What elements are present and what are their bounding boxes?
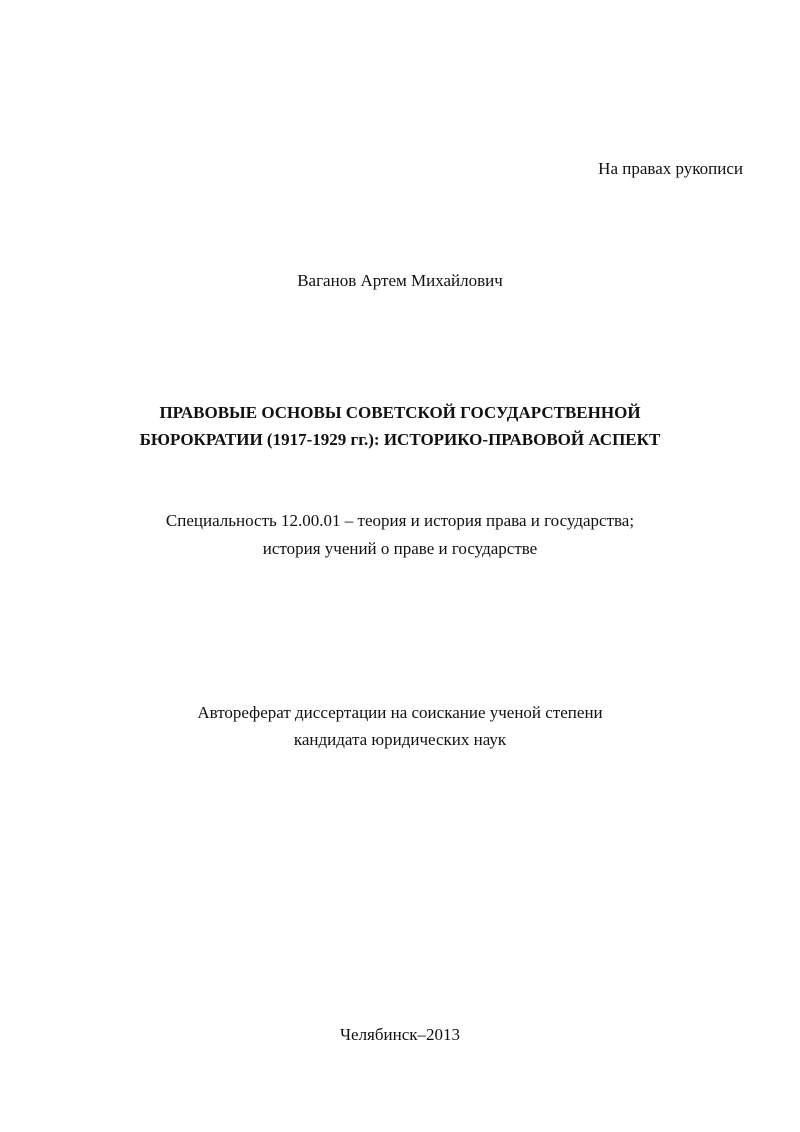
author-name: Ваганов Артем Михайлович (297, 271, 503, 290)
abstract-type-line-2: кандидата юридических наук (293, 730, 507, 749)
title-line-1: ПРАВОВЫЕ ОСНОВЫ СОВЕТСКОЙ ГОСУДАРСТВЕННОЙ (159, 403, 641, 422)
manuscript-status: На правах рукописи (598, 159, 743, 178)
specialty-line-1: Специальность 12.00.01 – теория и история права и государства; (165, 511, 635, 530)
specialty-line-2: история учений о праве и государстве (262, 539, 538, 558)
abstract-type-line-1: Автореферат диссертации на соискание ученой степени (197, 703, 603, 722)
title-line-2: БЮРОКРАТИИ (1917-1929 гг.): ИСТОРИКО-ПРАВОВОЙ АСПЕКТ (139, 430, 661, 449)
place-and-year: Челябинск–2013 (339, 1025, 461, 1044)
